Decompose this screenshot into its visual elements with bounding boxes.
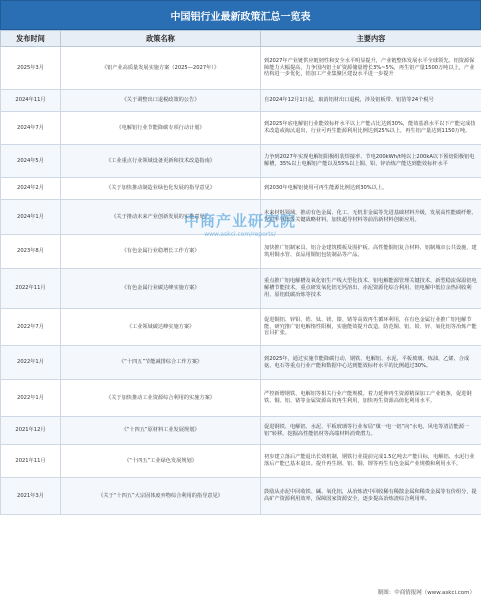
row-content: 到2030年电解铝使用可再生能源比例达到30%以上。 [261, 178, 481, 200]
row-content: 加快推广铝制家具、铝合金建筑模板及围护板、高性能铜铝复合材料、铝制城市公共设施、建筑用铜水管、食品用铜铝包装制品等产品。 [261, 235, 481, 269]
watermark-logo: 中商产业研究院 [183, 212, 296, 230]
row-date: 2023年8月 [1, 235, 61, 269]
table-row [1, 269, 481, 309]
row-date: 2024年1月 [1, 200, 61, 235]
row-date: 2024年7月 [1, 112, 61, 145]
watermark-url: www.askci.com/reports/ [204, 231, 276, 238]
row-content: 初步建立落后产能退出长效机制，钢铁行业提前完成1.5亿吨去产能目标，电解铝、水泥行业落后产能已基本退出。提升再生钢、铝、铜、锂等再生有色金属产业规模和利用水平。 [261, 445, 481, 478]
row-content: 到2027年产业链供应链韧性和安全水平明显提升，产业链整体发展水平全球领先。铝资源保障能力大幅提高，力争国内铝土矿资源储量增长3%~5%，再生铝产量1500万吨以上，产业结构进一步优化，铝加工产业集聚区建设水平进一步提升 [261, 47, 481, 90]
row-content: 重点推广铝电解槽及氧化铝生产线大型化技术、铝电解能源管理关键技术、新型稳流保温铝电解槽节能技术，重点研发氧化铝无钙溶出、赤泥资源化综合利用、铝电解中低位余热回收利用、原铝低碳冶炼等技术 [261, 269, 481, 309]
table-row [1, 309, 481, 346]
row-date: 2025年3月 [1, 47, 61, 90]
row-content: 到2025年，通过实施节能降碳行动，钢铁、电解铝、水泥、平板玻璃、炼油、乙烯、合成氨、电石等重点行业产能和数据中心达到能效标杆水平的比例超过30%。 [261, 346, 481, 380]
row-content: 到2025年底电解铝行业能效标杆水平以上产能占比达到30%，能效基准水平以下产能完成技术改造或淘汰退出，行业可再生能源利用比例达到25%以上，再生铝产量达到1150万吨。 [261, 112, 481, 145]
header-name: 政策名称 [61, 31, 261, 47]
table-row [1, 445, 481, 478]
row-policy-name: 《工业领域碳达峰实施方案》 [61, 309, 261, 346]
row-content: 鼓励从赤泥中回收铁、碱、氧化铝，从冶炼渣中回收稀有稀散金属和稀贵金属等有价组分，提高矿产资源利用效率，保障国家资源安全，逐步提高冶炼渣综合利用率。 [261, 478, 481, 515]
page-title: 中国铝行业最新政策汇总一览表 [0, 0, 481, 30]
row-content: 促进铜铝、锌铅、锆、钛、镁、镍、锗等高效再生循环利用，在有色金属行业推广铝电解节能、研究推广铝电解惰性阳极，实施能效提升改造，防范铜、铝、铅、锌、氧化铝等冶炼产能盲目扩张。 [261, 309, 481, 346]
row-date: 2022年1月 [1, 346, 61, 380]
table-row [1, 200, 481, 235]
row-policy-name: 《关于推动未来产业创新发展的实施意见》 [61, 200, 261, 235]
row-date: 2022年11月 [1, 269, 61, 309]
source-footer: 制图：中商情报网（www.askci.com） [377, 590, 475, 596]
table-row [1, 145, 481, 178]
row-policy-name: 《工业重点行业领域设备更新和技术改造指南》 [61, 145, 261, 178]
row-date: 2024年2月 [1, 178, 61, 200]
row-policy-name: 《关于加快推动制造业绿色化发展的指导意见》 [61, 178, 261, 200]
row-policy-name: 《有色金属行业稳增长工作方案》 [61, 235, 261, 269]
policy-table [0, 30, 481, 515]
table-header-row [1, 31, 481, 47]
table-row [1, 417, 481, 445]
row-policy-name: 《有色金属行业碳达峰实施方案》 [61, 269, 261, 309]
table-row [1, 380, 481, 417]
header-date: 发布时间 [1, 31, 61, 47]
table-row [1, 478, 481, 515]
row-content: 促进钢铁、电解铝、水泥、平板玻璃等行业布局“煤一电一铝”向“水电、风电等清洁能源一铝”转移。挖掘高性能铝材等高端材料消费潜力。 [261, 417, 481, 445]
table-row [1, 235, 481, 269]
table-row [1, 178, 481, 200]
row-content: 未来材料领域，推动有色金属、化工、无机非金属等先进基础材料升级，发展高性能碳纤维、先进半导体等关键战略材料，加快超导材料等前沿新材料创新应用。 [261, 200, 481, 235]
row-date: 2024年11月 [1, 90, 61, 112]
row-date: 2022年7月 [1, 309, 61, 346]
row-content: 自2024年12月1日起，取消铝材出口退税，涉及铝板带、铝箔等24个税号 [261, 90, 481, 112]
row-policy-name: 《铝产业高质量发展实施方案（2025—2027年）》 [61, 47, 261, 90]
table-row [1, 47, 481, 90]
row-policy-name: 《关于加快推动工业资源综合利用的实施方案》 [61, 380, 261, 417]
row-date: 2021年11月 [1, 445, 61, 478]
row-policy-name: 《关于“十四五”大宗固体废弃物综合利用的指导意见》 [61, 478, 261, 515]
table-row [1, 112, 481, 145]
row-policy-name: 《“十四五”工业绿色发展规划》 [61, 445, 261, 478]
row-date: 2021年3月 [1, 478, 61, 515]
row-date: 2022年1月 [1, 380, 61, 417]
row-content: 严控新增钢铁、电解铝等相关行业产能规模。着力延伸再生资源精深加工产业链条，促进钢铁、铜、铝、锗等金属资源高效再生利用，加快再生资源高值化利用水平。 [261, 380, 481, 417]
row-policy-name: 《“十四五”原材料工业发展规划》 [61, 417, 261, 445]
row-policy-name: 《“十四五”节能减排综合工作方案》 [61, 346, 261, 380]
row-content: 力争到2027年实现电解铝阳极组装焊接率、节电200kWh/t吨以上200kA以下预焙阳极铝电解槽，35%以上电解铝产能以及55%以上铜、铅、锌冶炼产能达到能效标杆水平 [261, 145, 481, 178]
table-row [1, 346, 481, 380]
row-date: 2024年5月 [1, 145, 61, 178]
row-policy-name: 《关于调整出口退税政策的公告》 [61, 90, 261, 112]
table-row [1, 90, 481, 112]
row-date: 2021年12月 [1, 417, 61, 445]
row-policy-name: 《电解铝行业节能降碳专项行动计划》 [61, 112, 261, 145]
header-content: 主要内容 [261, 31, 481, 47]
